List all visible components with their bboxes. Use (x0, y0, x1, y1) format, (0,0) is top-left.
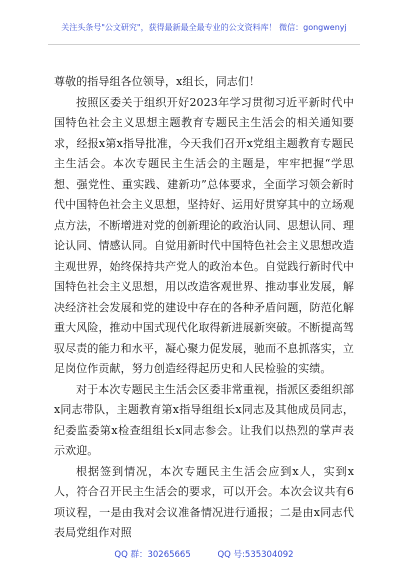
paragraph-3: 根据签到情况，本次专题民主生活会应到x人，实到x人，符合召开民主生活会的要求，可以开会。本次会议共有6项议程，一是由我对会议准备情况进行通报；二是由x同志代表局党组作对照 (54, 464, 354, 539)
salutation: 尊敬的指导组各位领导，x组长，同志们！ (54, 75, 261, 88)
page-header-banner: 关注头条号"公文研究"，获得最新最全最专业的公文资料库！ 微信：gongwenyj (61, 23, 347, 32)
header-divider (48, 44, 360, 45)
page-footer (0, 548, 408, 560)
paragraph-1: 按照区委关于组织开好2023年学习贯彻习近平新时代中国特色社会主义思想主题教育专题民主生活会的相关通知要求，经报x第x指导批准，今天我们召开x党组主题教育专题民主生活会。本次专题民主生活会的主题是，牢牢把握“学思想、强党性、重实践、建新功”总体要求，全面学习领会新时代中国特色社会主义思想，坚持好、运用好贯穿其中的立场观点方法，不断增进对党的创新理论的政治认同、思想认同、理论认同、情感认同。自觉用新时代中国特色社会主义思想改造主观世界，始终保持共产党人的政治本色。自觉践行新时代中国特色社会主义思想，用以改造客观世界、推动事业发展，解决经济社会发展和党的建设中存在的各种矛盾问题，防范化解重大风险，推动中国式现代化取得新进展新突破。不断提高驾驭尽责的能力和水平，凝心聚力促发展，驰而不息抓落实，立足岗位作贡献，努力创造经得起历史和人民检验的实绩。 (54, 95, 354, 375)
document-body (54, 72, 354, 544)
footer-qq-number: QQ 号:535304092 (217, 550, 294, 560)
paragraph-2: 对于本次专题民主生活会区委非常重视，指派区委组织部x同志带队，主题教育第x指导组组长x同志及其他成员同志，纪委监委第x检查组组长x同志参会。让我们以热烈的掌声表示欢迎。 (54, 382, 354, 457)
footer-qq-group: QQ 群：30265665 (114, 550, 191, 560)
